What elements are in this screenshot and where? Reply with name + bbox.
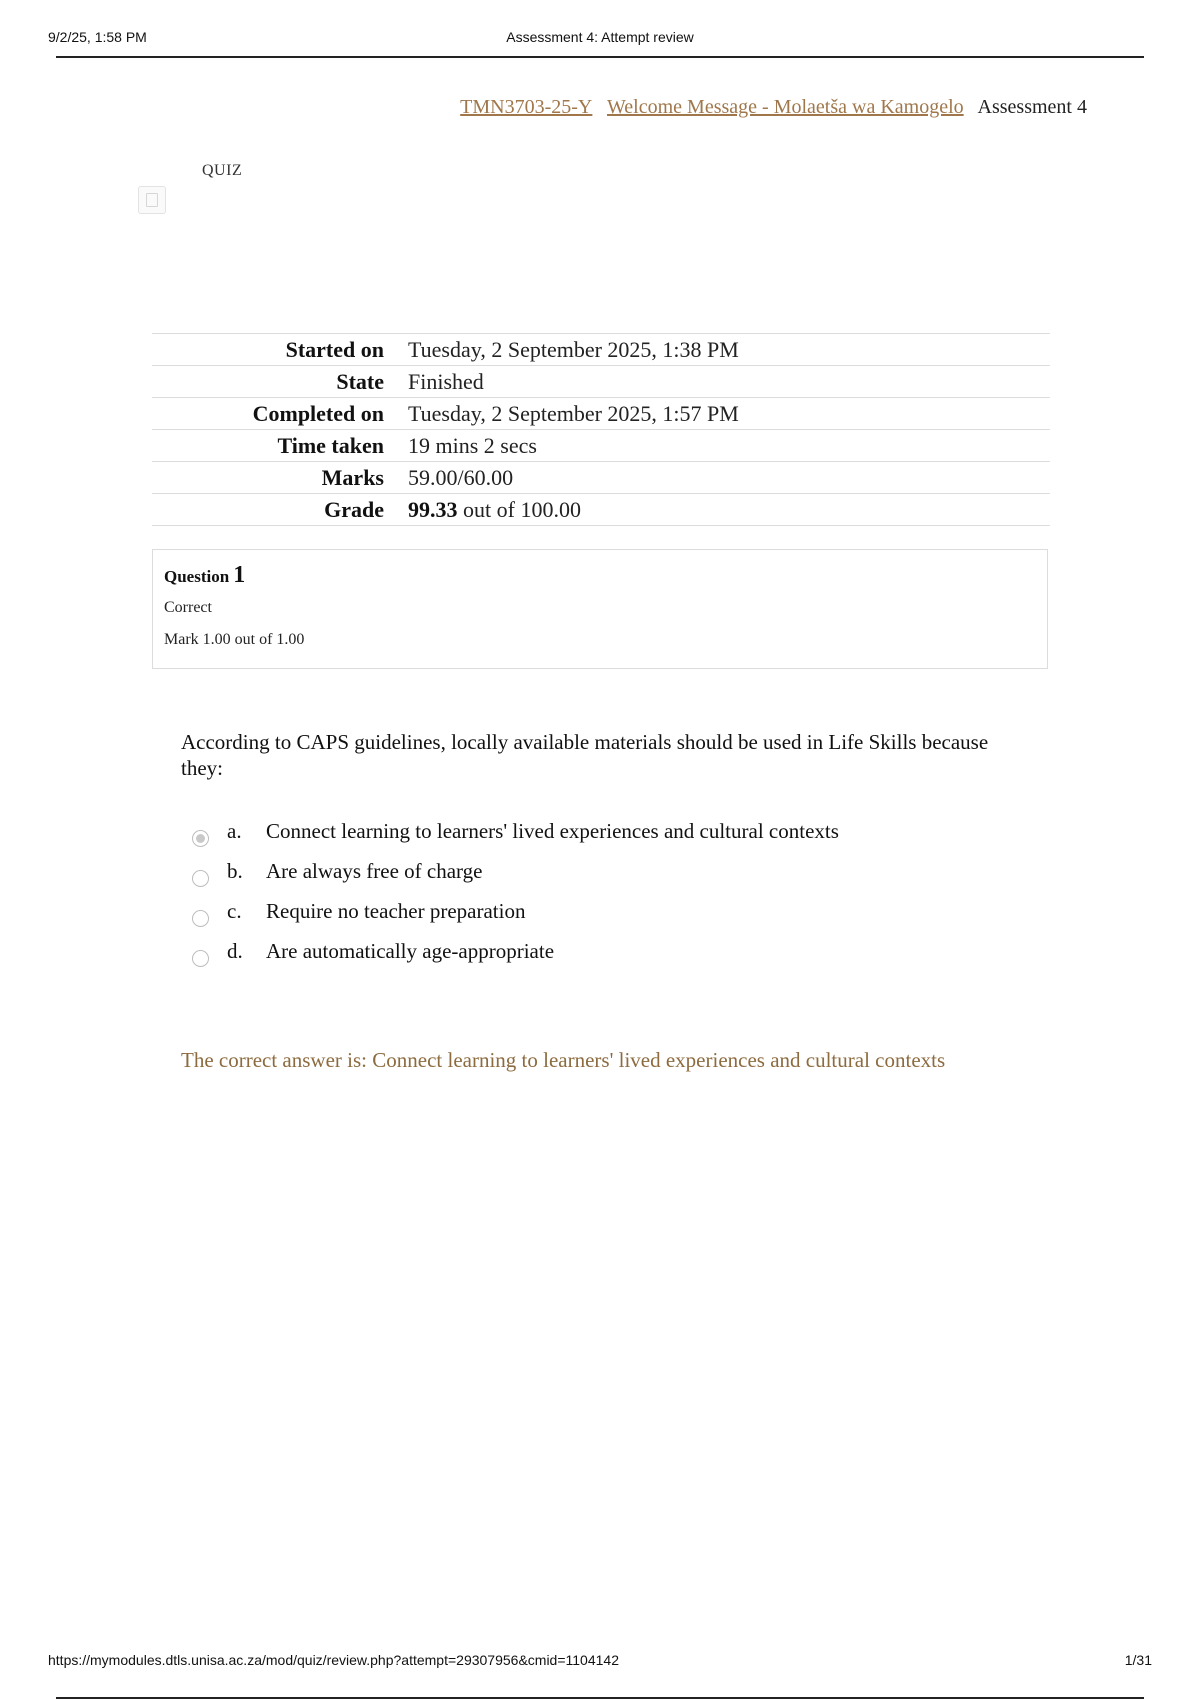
question-info-box: [152, 549, 1048, 669]
question-mark: Mark 1.00 out of 1.00: [164, 631, 305, 648]
summary-row: [152, 494, 1050, 526]
summary-label-started: Started on: [285, 336, 384, 362]
summary-row: [152, 398, 1050, 430]
summary-value-grade: [408, 494, 1050, 526]
summary-label-marks: Marks: [321, 464, 384, 490]
header-divider: [56, 56, 1144, 58]
radio-button[interactable]: [192, 910, 209, 927]
answer-letter: b.: [227, 859, 243, 883]
print-footer-url: https://mymodules.dtls.unisa.ac.za/mod/quiz/review.php?attempt=29307956&cmid=1104142: [48, 1652, 619, 1668]
summary-row: [152, 430, 1050, 462]
radio-button[interactable]: [192, 950, 209, 967]
print-header-title: Assessment 4: Attempt review: [506, 29, 694, 45]
answer-letter: a.: [227, 819, 242, 843]
summary-value-marks: 59.00/60.00: [408, 464, 514, 490]
summary-value-started: Tuesday, 2 September 2025, 1:38 PM: [408, 336, 739, 362]
attempt-summary-table: [152, 333, 1050, 526]
answer-letter: d.: [227, 939, 243, 963]
print-header-datetime: 9/2/25, 1:58 PM: [48, 29, 147, 45]
question-state: Correct: [164, 599, 212, 616]
summary-row: [152, 462, 1050, 494]
answer-text: Require no teacher preparation: [266, 899, 526, 923]
breadcrumb-item-course[interactable]: TMN3703-25-Y: [460, 96, 593, 118]
question-number: [164, 562, 1036, 589]
correct-answer-feedback: The correct answer is: Connect learning to learners' lived experiences and cultural contexts: [181, 1048, 946, 1072]
summary-label-completed: Completed on: [252, 400, 384, 426]
quiz-icon: [138, 186, 166, 214]
summary-label-time-taken: Time taken: [277, 432, 384, 458]
grade-score: 99.33: [408, 496, 458, 522]
answer-letter: c.: [227, 899, 242, 923]
summary-value-completed: Tuesday, 2 September 2025, 1:57 PM: [408, 400, 739, 426]
answer-option-d: [192, 939, 1092, 979]
question-text: According to CAPS guidelines, locally available materials should be used in Life Skills because they:: [181, 730, 989, 780]
breadcrumb: [460, 96, 1087, 119]
breadcrumb-current: Assessment 4: [977, 96, 1087, 118]
print-footer-page-number: 1/31: [1124, 1652, 1152, 1668]
grade-suffix: out of 100.00: [463, 496, 581, 522]
answer-option-b: [192, 859, 1092, 899]
footer-divider: [56, 1697, 1144, 1699]
summary-row: [152, 366, 1050, 398]
question-label: Question: [164, 567, 230, 586]
radio-button-selected[interactable]: [192, 830, 209, 847]
activity-type-label: QUIZ: [202, 162, 243, 179]
summary-label-grade: Grade: [324, 496, 384, 522]
question-number-value: 1: [233, 562, 246, 588]
answer-text: Are always free of charge: [266, 859, 483, 883]
summary-label-state: State: [336, 368, 384, 394]
summary-value-time-taken: 19 mins 2 secs: [408, 432, 537, 458]
answer-option-c: [192, 899, 1092, 939]
summary-value-state: Finished: [408, 368, 484, 394]
radio-button[interactable]: [192, 870, 209, 887]
answer-text: Are automatically age-appropriate: [266, 939, 555, 963]
answer-options: [192, 819, 1092, 979]
answer-text: Connect learning to learners' lived experiences and cultural contexts: [266, 819, 839, 843]
summary-row: [152, 334, 1050, 366]
breadcrumb-item-section[interactable]: Welcome Message - Molaetša wa Kamogelo: [607, 96, 964, 118]
answer-option-a: [192, 819, 1092, 859]
